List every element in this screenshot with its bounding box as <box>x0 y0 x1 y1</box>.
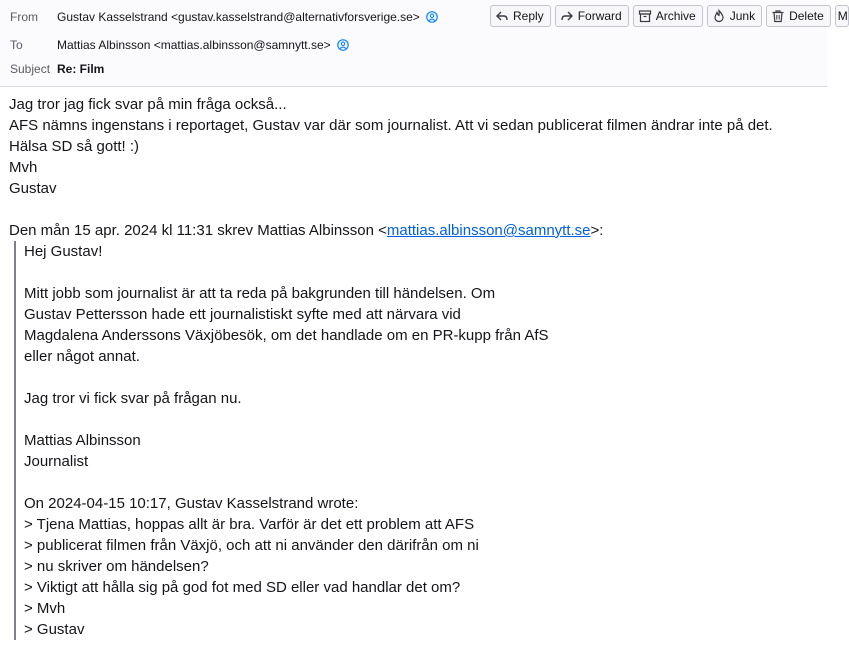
spacer <box>24 409 819 430</box>
quote-greeting: Hej Gustav! <box>24 243 103 260</box>
spacer <box>24 367 819 388</box>
junk-button[interactable] <box>707 5 762 27</box>
reply-button[interactable] <box>490 5 551 27</box>
forward-button[interactable] <box>555 5 629 27</box>
reply-icon <box>495 9 509 23</box>
inner-quote-line: > Viktigt att hålla sig på god fot med SD eller vad handlar det om? <box>24 579 461 596</box>
quote-line: Jag tror vi fick svar på frågan nu. <box>24 390 242 407</box>
from-value[interactable] <box>57 10 438 24</box>
body-line: Hälsa SD så gott! :) <box>9 138 140 155</box>
subject-label: Subject <box>10 62 51 76</box>
to-address[interactable]: Mattias Albinsson <mattias.albinsson@samnytt.se> <box>57 38 331 52</box>
reply-label: Reply <box>513 9 544 23</box>
quote-signature-title: Journalist <box>24 453 89 470</box>
junk-label: Junk <box>729 9 756 23</box>
inner-quote-line: > Gustav <box>24 621 85 638</box>
inner-quote-line: > nu skriver om händelsen? <box>24 558 209 575</box>
junk-icon <box>712 9 726 23</box>
reply-attribution <box>9 220 819 241</box>
spacer <box>24 472 819 493</box>
trash-icon <box>771 9 785 23</box>
more-label: M <box>837 9 848 23</box>
archive-button[interactable] <box>633 5 703 27</box>
quote-line: Mitt jobb som journalist är att ta reda på bakgrunden till händelsen. Om <box>24 285 496 302</box>
spacer <box>9 199 819 220</box>
to-value[interactable] <box>57 38 349 52</box>
from-label: From <box>10 10 38 24</box>
archive-icon <box>638 9 652 23</box>
inner-quote-line: > publicerat filmen från Växjö, och att ni använder den därifrån om ni <box>24 537 479 554</box>
body-line: Jag tror jag fick svar på min fråga också... <box>9 96 287 113</box>
message-toolbar <box>490 5 849 27</box>
from-address[interactable]: Gustav Kasselstrand <gustav.kasselstrand@alternativforsverige.se> <box>57 10 420 24</box>
message-header <box>0 0 848 87</box>
forward-label: Forward <box>577 9 622 23</box>
body-line: Mvh <box>9 159 38 176</box>
inner-attribution: On 2024-04-15 10:17, Gustav Kasselstrand wrote: <box>24 495 359 512</box>
to-label: To <box>10 38 23 52</box>
attribution-email-link[interactable]: mattias.albinsson@samnytt.se <box>386 222 591 239</box>
attribution-suffix: >: <box>590 222 604 239</box>
inner-quote-line: > Mvh <box>24 600 66 617</box>
spacer <box>24 262 819 283</box>
quote-signature-name: Mattias Albinsson <box>24 432 141 449</box>
quote-line: Gustav Pettersson hade ett journalistiskt syfte med att närvara vid <box>24 306 461 323</box>
message-body <box>9 94 819 640</box>
body-line: AFS nämns ingenstans i reportaget, Gustav var där som journalist. Att vi sedan publicerat filmen ändrar inte på det. <box>9 117 773 134</box>
attribution-prefix: Den mån 15 apr. 2024 kl 11:31 skrev Mattias Albinsson < <box>9 222 387 239</box>
forward-icon <box>560 9 574 23</box>
body-line: Gustav <box>9 180 57 197</box>
add-contact-icon[interactable] <box>426 11 438 23</box>
inner-quote-line: > Tjena Mattias, hoppas allt är bra. Varför är det ett problem att AFS <box>24 516 475 533</box>
add-contact-icon[interactable] <box>337 39 349 51</box>
delete-label: Delete <box>789 9 824 23</box>
delete-button[interactable] <box>766 5 831 27</box>
quote-line: eller något annat. <box>24 348 140 365</box>
archive-label: Archive <box>655 9 696 23</box>
subject-value: Re: Film <box>57 62 105 76</box>
more-button[interactable] <box>835 5 849 27</box>
quote-line: Magdalena Anderssons Växjöbesök, om det handlade om en PR-kupp från AfS <box>24 327 549 344</box>
quoted-message <box>14 241 819 640</box>
